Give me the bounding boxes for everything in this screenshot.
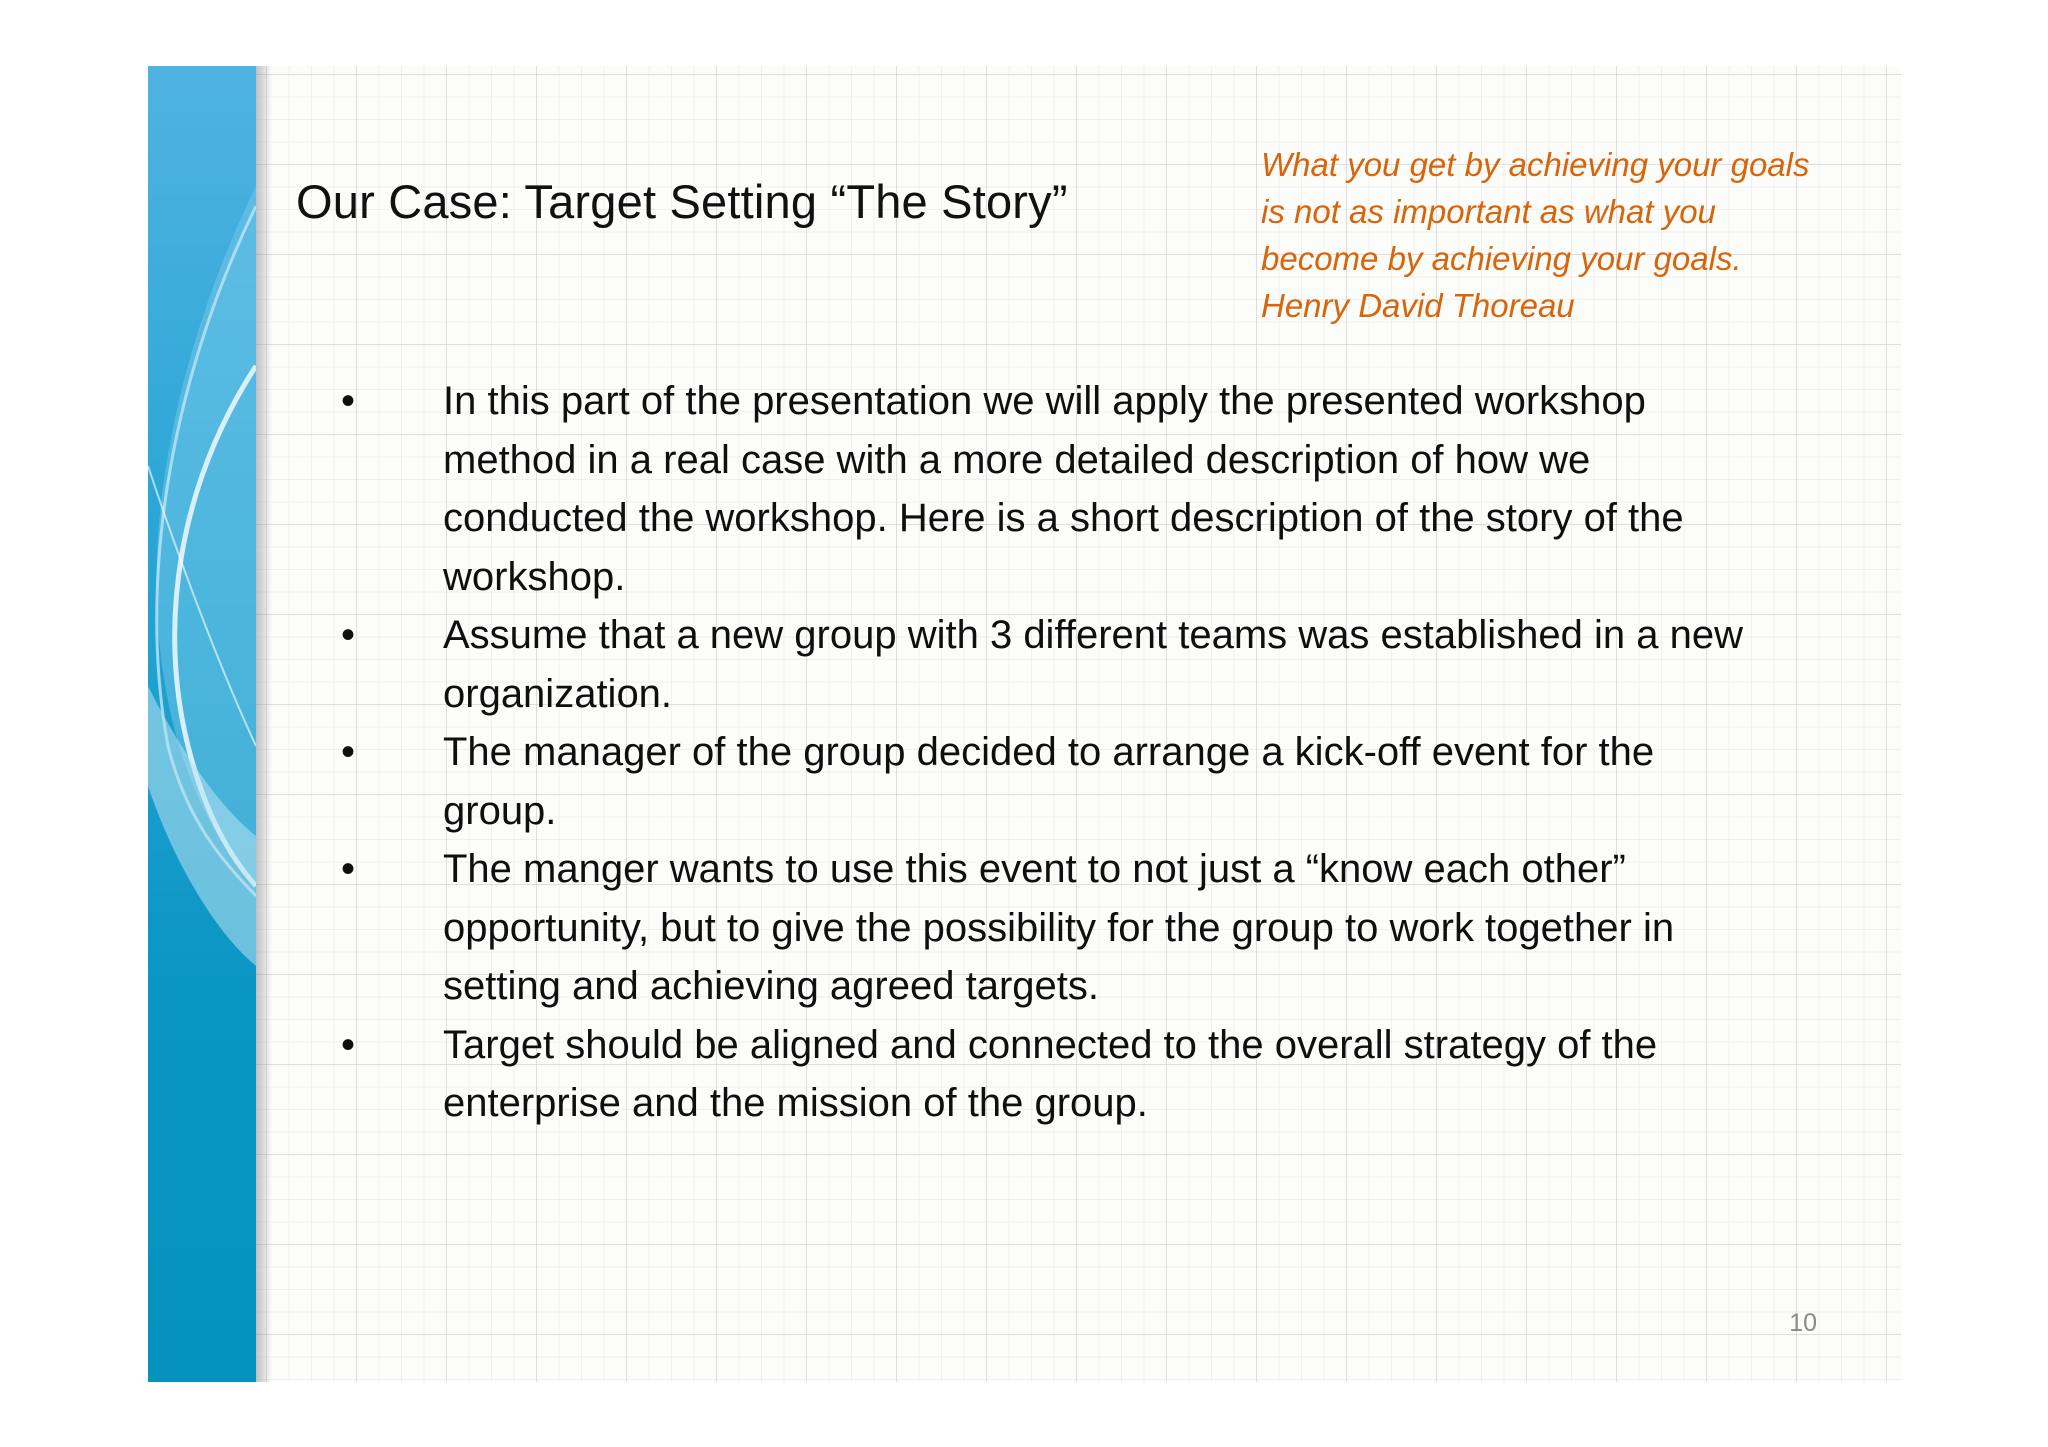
bullet-text: The manger wants to use this event to not just a “know each other” opportunity, but to give the possibility for the group to work together in setting and achieving agreed targets.	[443, 847, 1675, 1008]
bullet-list	[333, 372, 1753, 1133]
side-band-shadow	[256, 66, 272, 1382]
page-number: 10	[1789, 1309, 1817, 1337]
quote-text: What you get by achieving your goals is not as important as what you become by achieving your goals. Henry David Thoreau	[1261, 146, 1810, 324]
bullet-item	[333, 840, 1753, 1016]
bullet-icon: •	[340, 1022, 355, 1067]
bullet-text: The manager of the group decided to arrange a kick-off event for the group.	[443, 730, 1655, 833]
slide	[148, 66, 1901, 1382]
bullet-icon: •	[340, 847, 355, 891]
bullet-text: In this part of the presentation we will apply the presented workshop method in a real case with a more detailed description of how we conducted the workshop. Here is a short description of the story of the workshop.	[443, 379, 1684, 599]
bullet-text: Assume that a new group with 3 different teams was established in a new organization.	[443, 613, 1743, 716]
wave-decoration-icon	[148, 66, 256, 1382]
decorative-side-band	[148, 66, 256, 1382]
bullet-icon: •	[340, 379, 355, 423]
bullet-item	[333, 1016, 1753, 1133]
bullet-icon: •	[340, 730, 355, 774]
slide-title: Our Case: Target Setting “The Story”	[296, 175, 1068, 228]
bullet-icon: •	[340, 613, 355, 657]
bullet-item	[333, 372, 1753, 606]
bullet-text: Target should be aligned and connected to the overall strategy of the enterprise and the mission of the group.	[443, 1022, 1658, 1125]
bullet-item	[333, 723, 1753, 840]
bullet-item	[333, 606, 1753, 723]
